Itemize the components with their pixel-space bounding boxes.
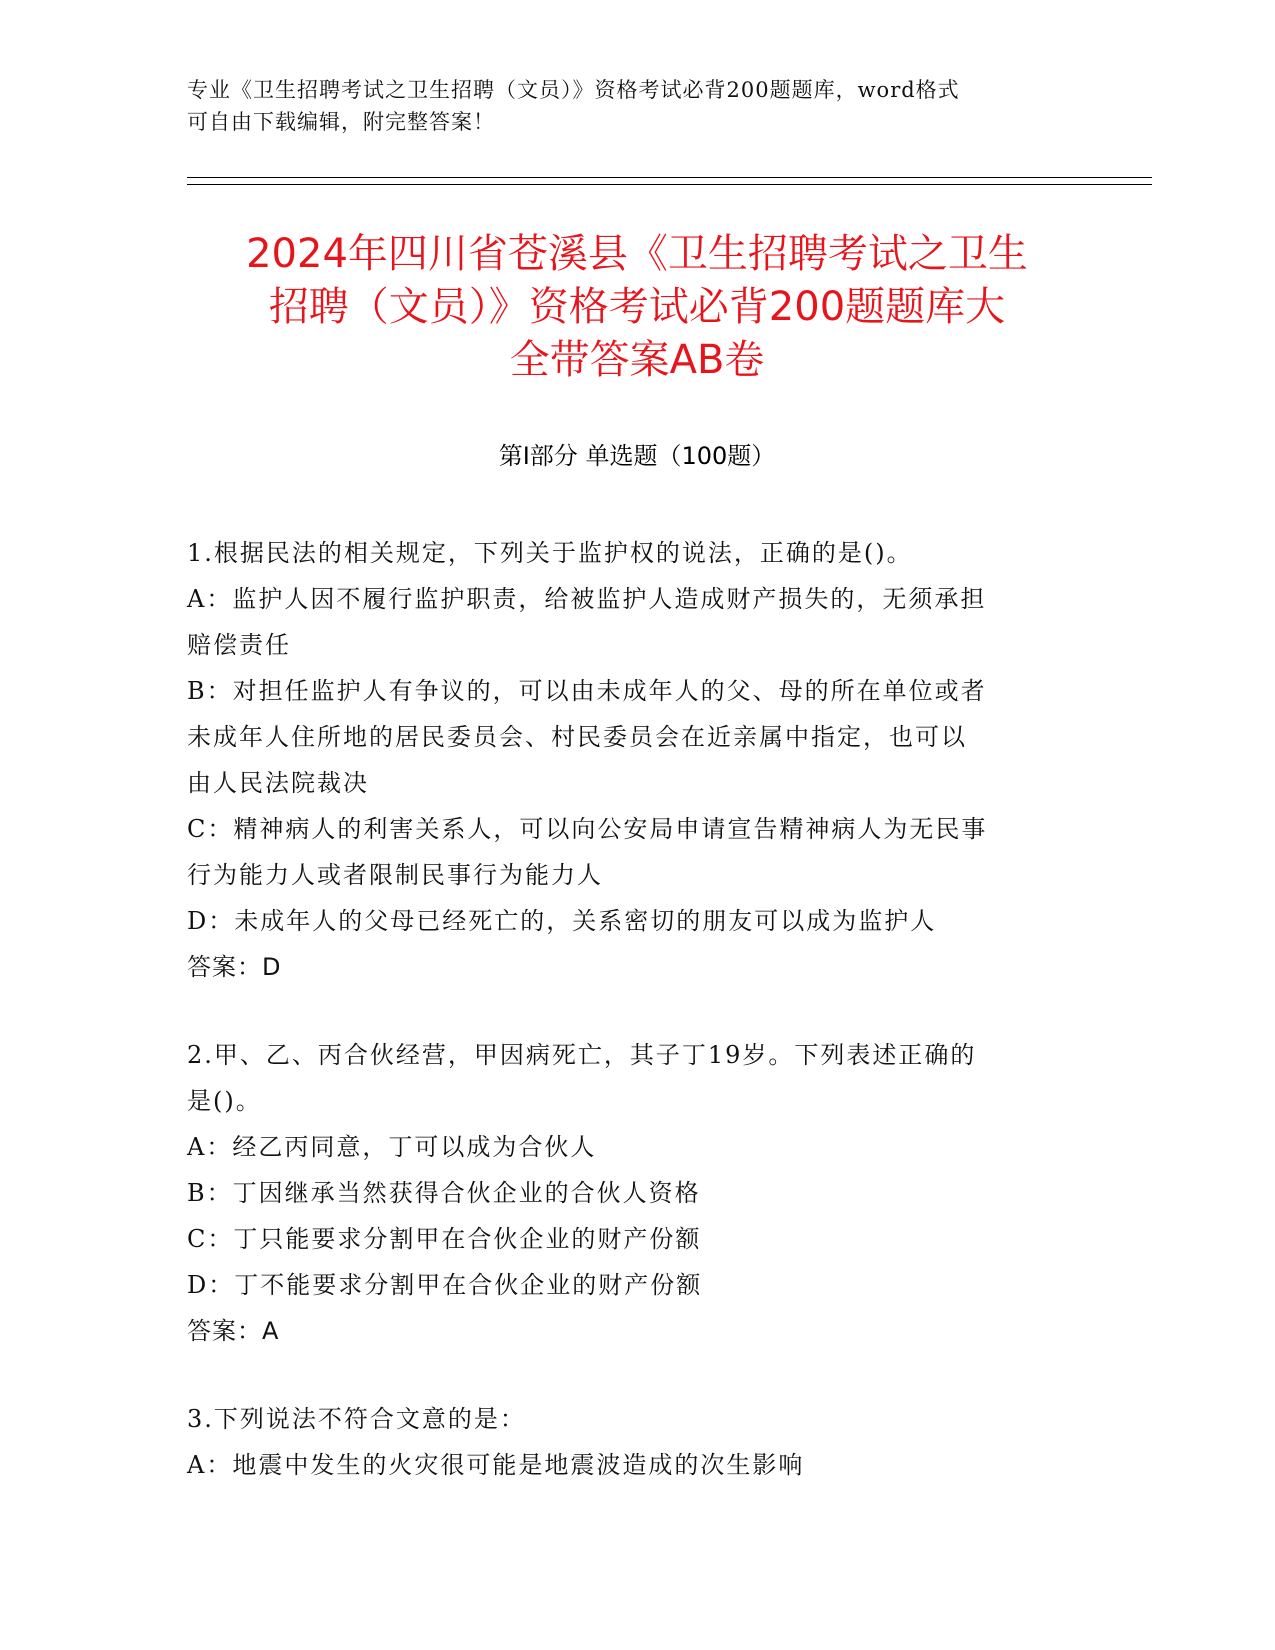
question-2: [187, 1032, 1077, 1354]
header-divider-bottom: [187, 184, 1152, 185]
question-1-answer: 答案：D: [187, 953, 282, 981]
question-1-option-c-line-2: 行为能力人或者限制民事行为能力人: [187, 861, 603, 889]
section-heading: 第Ⅰ部分 单选题（100题）: [498, 442, 776, 470]
question-1-option-a-line-1: A：监护人因不履行监护职责，给被监护人造成财产损失的，无须承担: [187, 585, 987, 613]
question-3-stem: 3.下列说法不符合文意的是：: [187, 1405, 526, 1433]
question-list: [187, 530, 1077, 1530]
question-1-option-d-line-1: D：未成年人的父母已经死亡的，关系密切的朋友可以成为监护人: [187, 907, 937, 935]
document-title-line-3: 全带答案AB卷: [509, 337, 765, 383]
question-1-option-a-line-2: 赔偿责任: [187, 631, 291, 659]
question-1-option-c-line-1: C：精神病人的利害关系人，可以向公安局申请宣告精神病人为无民事: [187, 815, 988, 843]
header-divider-top: [187, 177, 1152, 178]
question-2-option-b: B：丁因继承当然获得合伙企业的合伙人资格: [187, 1179, 701, 1207]
question-1: [187, 530, 1077, 990]
question-2-option-c: C：丁只能要求分割甲在合伙企业的财产份额: [187, 1225, 702, 1253]
header-note-line-2: 可自由下载编辑，附完整答案！: [187, 110, 495, 134]
question-1-option-b-line-1: B：对担任监护人有争议的，可以由未成年人的父、母的所在单位或者: [187, 677, 987, 705]
document-title-line-2: 招聘（文员）》资格考试必背200题题库大: [268, 284, 1006, 330]
question-3: [187, 1396, 1077, 1488]
question-1-option-b-line-2: 未成年人住所地的居民委员会、村民委员会在近亲属中指定，也可以: [187, 723, 967, 751]
question-2-option-a: A：经乙丙同意，丁可以成为合伙人: [187, 1133, 597, 1161]
question-2-stem-line-2: 是()。: [187, 1087, 262, 1115]
question-2-answer: 答案：A: [187, 1317, 280, 1345]
question-2-stem-line-1: 2.甲、乙、丙合伙经营，甲因病死亡，其子丁19岁。下列表述正确的: [187, 1041, 977, 1069]
document-title-line-1: 2024年四川省苍溪县《卫生招聘考试之卫生: [246, 231, 1028, 277]
document-title: [187, 228, 1087, 387]
header-note: [187, 74, 1067, 138]
header-note-line-1: 专业《卫生招聘考试之卫生招聘（文员）》资格考试必背200题题库，word格式: [187, 78, 960, 102]
question-1-option-b-line-3: 由人民法院裁决: [187, 769, 369, 797]
question-3-option-a: A：地震中发生的火灾很可能是地震波造成的次生影响: [187, 1451, 805, 1479]
question-2-option-d: D：丁不能要求分割甲在合伙企业的财产份额: [187, 1271, 703, 1299]
question-1-stem: 1.根据民法的相关规定，下列关于监护权的说法，正确的是()。: [187, 539, 913, 567]
